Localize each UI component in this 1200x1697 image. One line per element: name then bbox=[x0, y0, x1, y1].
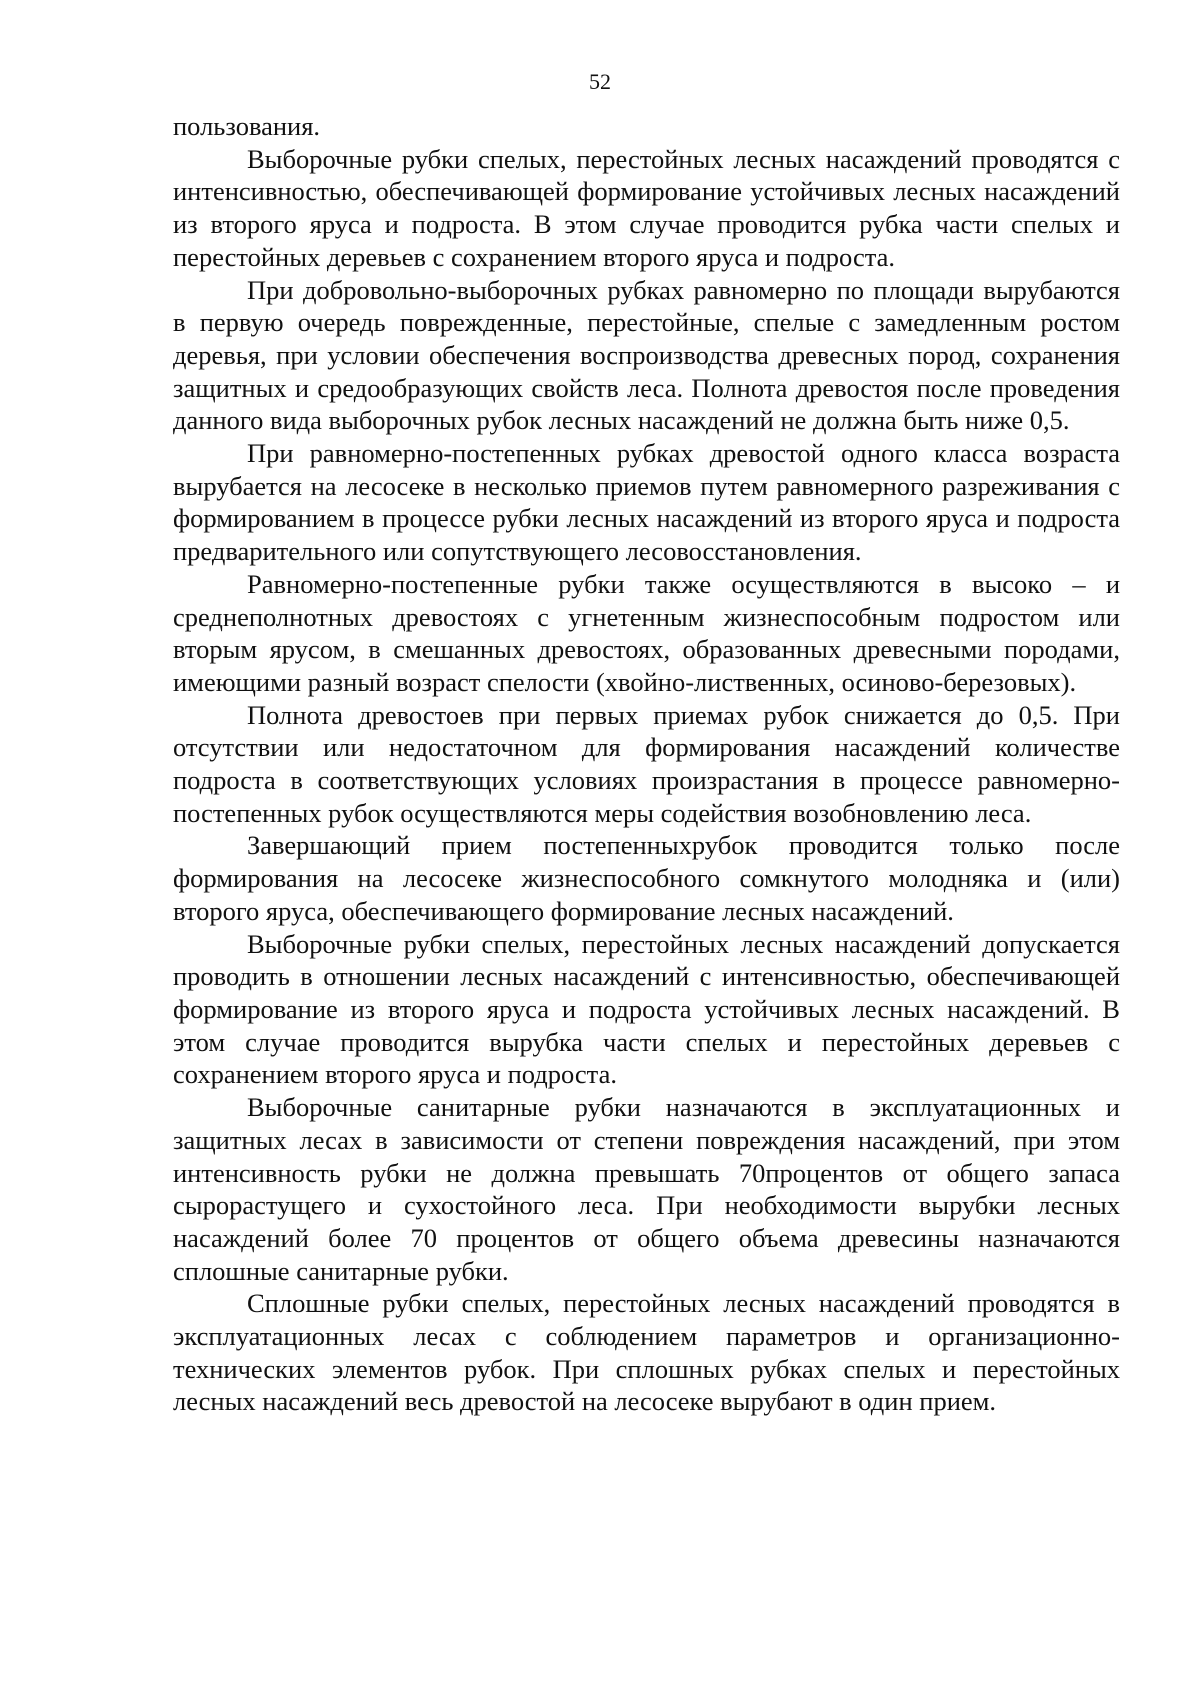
page-number: 52 bbox=[589, 69, 611, 94]
document-body bbox=[173, 110, 1120, 1418]
paragraph-sanitary-cutting: Выборочные санитарные рубки назначаются в эксплуатационных и защитных лесах в зависимости от степени повреждения насаждений, при этом интенсивность рубки не должна превышать 70процентов от общего запаса сырорастущего и сухостойного леса. При необходимости вырубки лесных насаждений более 70 процентов от общего объема древесины назначаются сплошные санитарные рубки. bbox=[173, 1092, 1120, 1286]
paragraph-selective-intensity: Выборочные рубки спелых, перестойных лесных насаждений допускается проводить в отношении лесных насаждений с интенсивностью, обеспечивающей формирование из второго яруса и подроста устойчивых лесных насаждений. В этом случае проводится вырубка части спелых и перестойных деревьев с сохранением второго яруса и подроста. bbox=[173, 928, 1120, 1090]
paragraph-continuation: пользования. bbox=[173, 111, 321, 141]
paragraph-final-cutting: Завершающий прием постепенныхрубок проводится только после формирования на лесосеке жизнеспособного сомкнутого молодняка и (или) второго яруса, обеспечивающего формирование лесных насаждений. bbox=[173, 830, 1120, 926]
paragraph-clear-cutting: Сплошные рубки спелых, перестойных лесных насаждений проводятся в эксплуатационных лесах с соблюдением параметров и организационно-технических элементов рубок. При сплошных рубках спелых и перестойных лесных насаждений весь древостой на лесосеке вырубают в один прием. bbox=[173, 1288, 1120, 1417]
paragraph-voluntary-selective: При добровольно-выборочных рубках равномерно по площади вырубаются в первую очередь поврежденные, перестойные, спелые с замедленным ростом деревья, при условии обеспечения воспроизводства древесных пород, сохранения защитных и средообразующих свойств леса. Полнота древостоя после проведения данного вида выборочных рубок лесных насаждений не должна быть ниже 0,5. bbox=[173, 274, 1120, 436]
paragraph-uniform-gradual: При равномерно-постепенных рубках древостой одного класса возраста вырубается на лесосеке в несколько приемов путем равномерного разреживания с формированием в процессе рубки лесных насаждений из второго яруса и подроста предварительного или сопутствующего лесовосстановления. bbox=[173, 438, 1120, 567]
paragraph-selective-cutting: Выборочные рубки спелых, перестойных лесных насаждений проводятся с интенсивностью, обеспечивающей формирование устойчивых лесных насаждений из второго яруса и подроста. В этом случае проводится рубка части спелых и перестойных деревьев с сохранением второго яруса и подроста. bbox=[173, 143, 1120, 272]
paragraph-uniform-gradual-stands: Равномерно-постепенные рубки также осуществляются в высоко – и среднеполнотных древостоях с угнетенным жизнеспособным подростом или вторым ярусом, в смешанных древостоях, образованных древесными породами, имеющими разный возраст спелости (хвойно-лиственных, осиново-березовых). bbox=[173, 568, 1120, 697]
paragraph-stand-density: Полнота древостоев при первых приемах рубок снижается до 0,5. При отсутствии или недостаточном для формирования насаждений количестве подроста в соответствующих условиях произрастания в процессе равномерно-постепенных рубок осуществляются меры содействия возобновлению леса. bbox=[173, 699, 1120, 828]
